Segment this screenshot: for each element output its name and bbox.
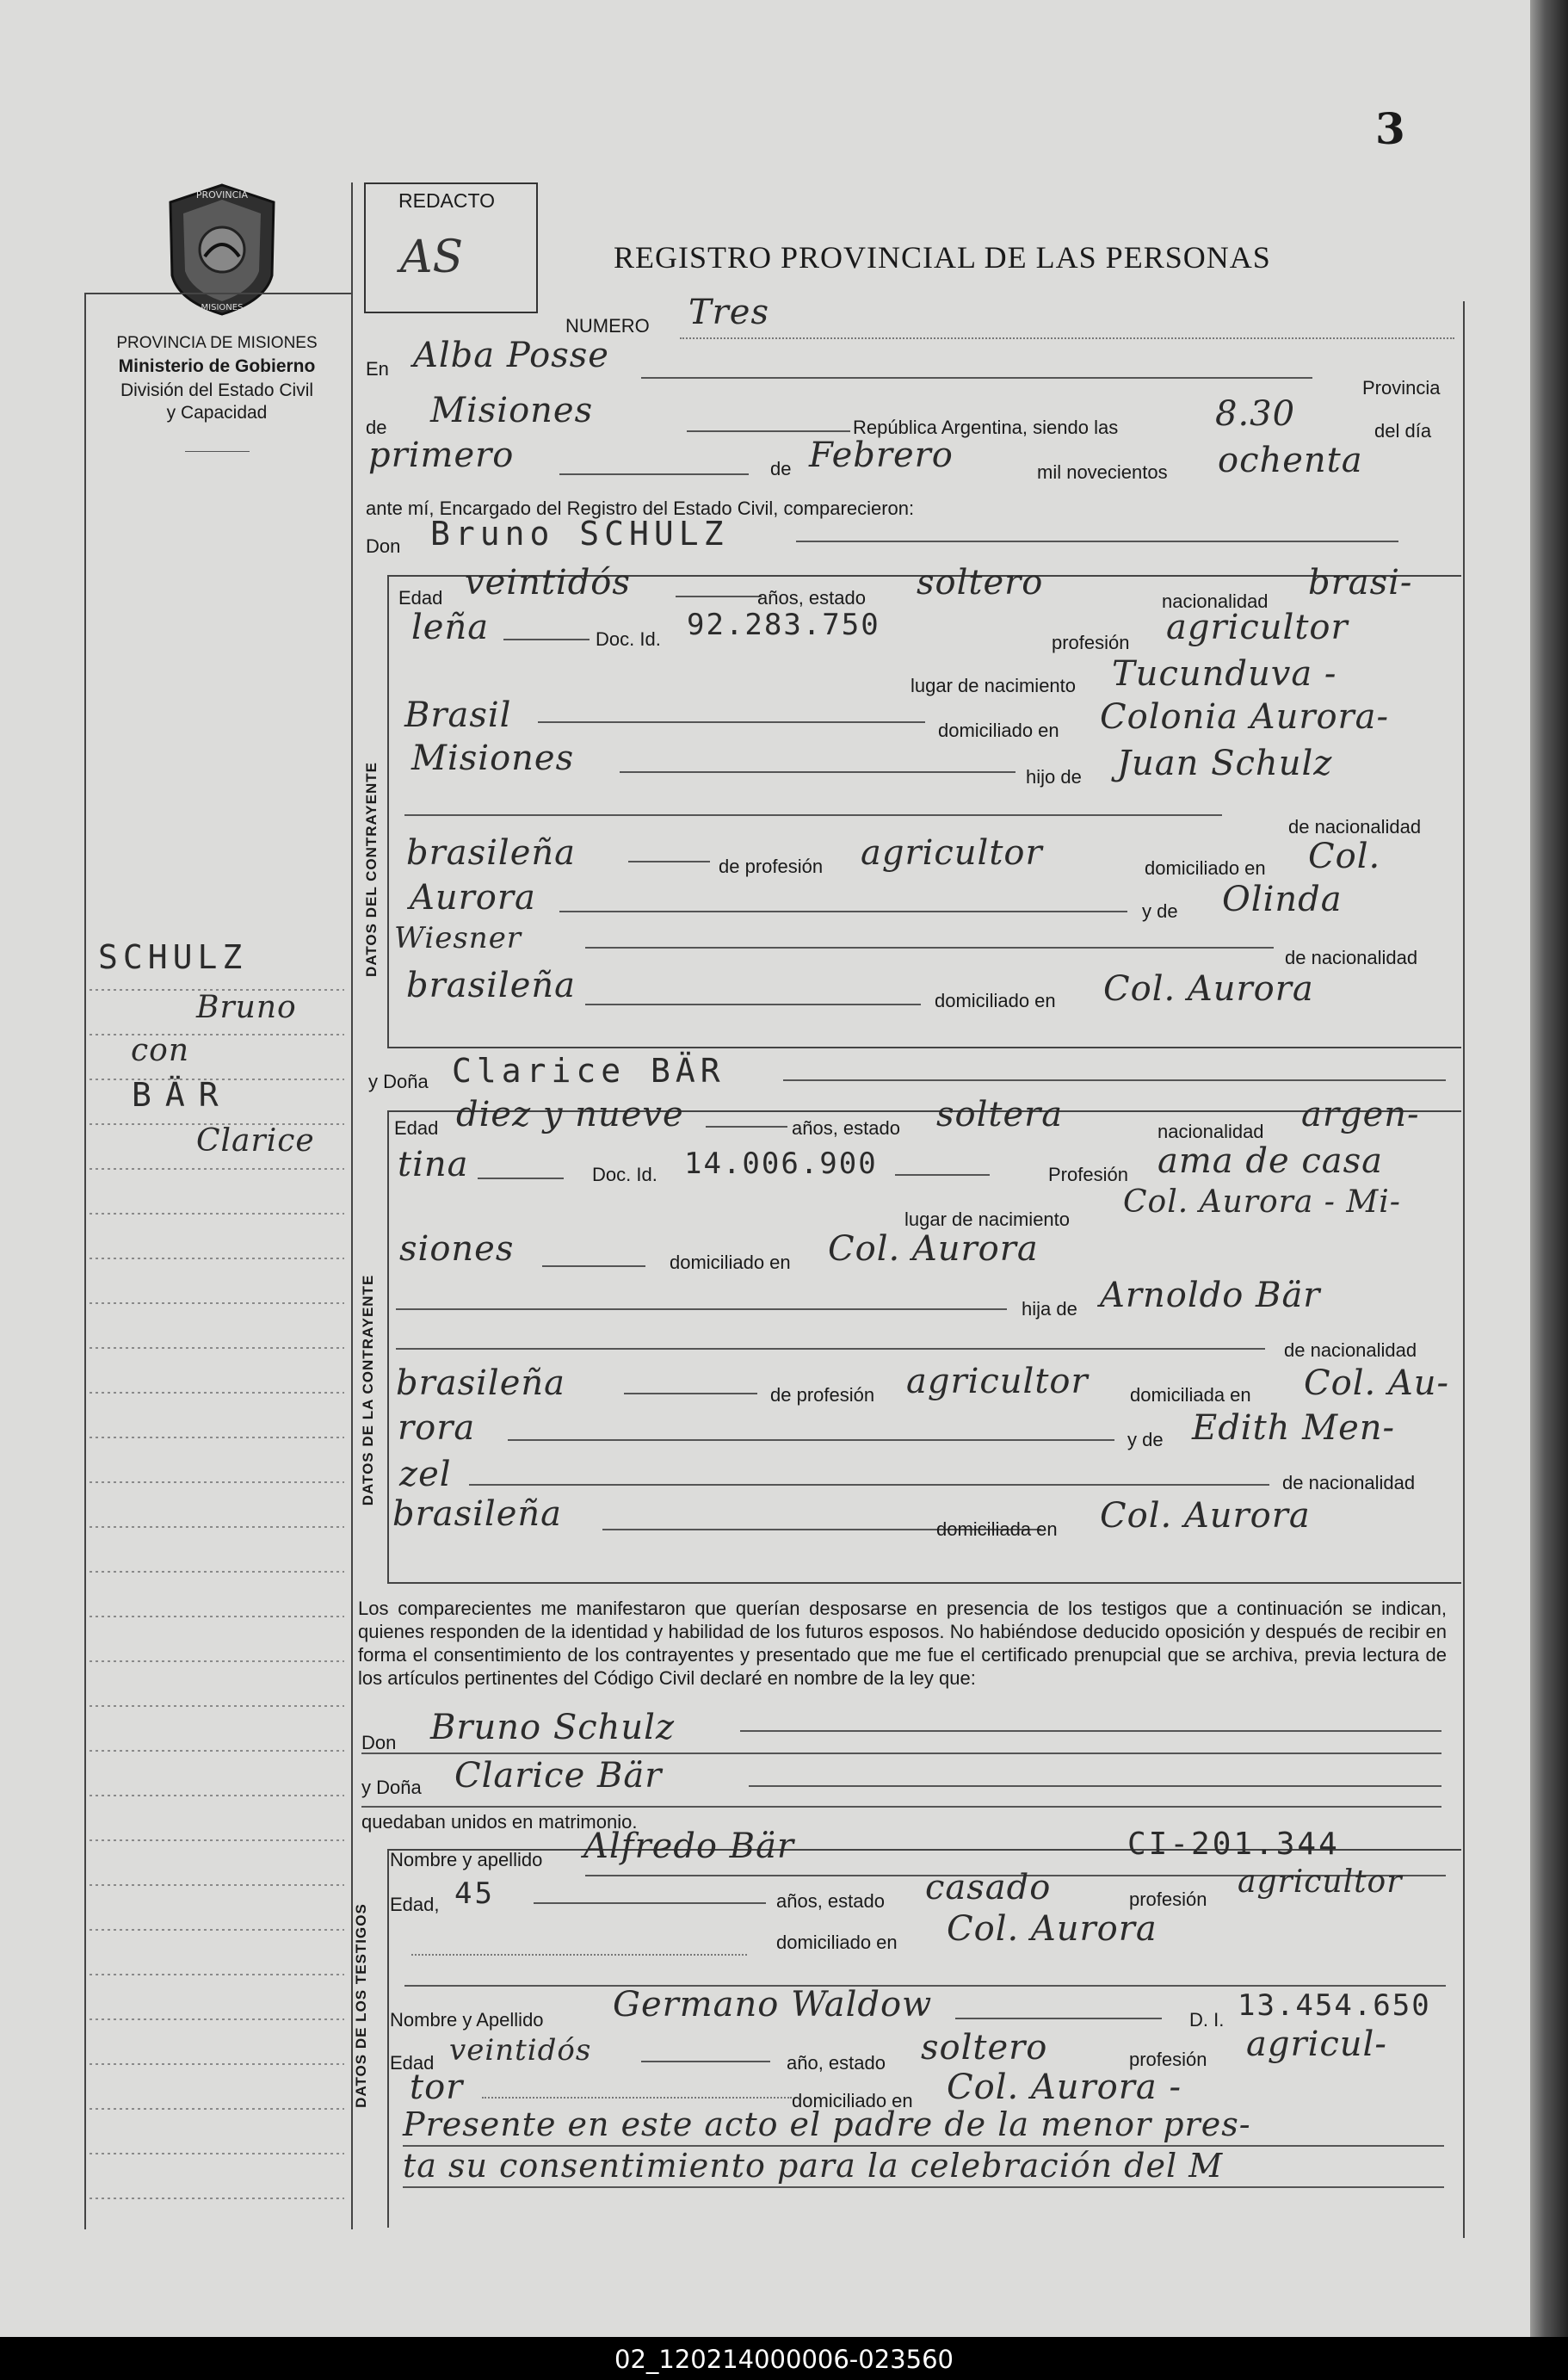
m-domicilio-label: domiciliado en [670, 1252, 791, 1273]
t1-nombre: Alfredo Bär [583, 1827, 795, 1866]
c-doc-label: Doc. Id. [596, 628, 661, 650]
t2-doc: 13.454.650 [1238, 1988, 1431, 2023]
m-profesion-label: Profesión [1048, 1164, 1128, 1185]
m-madre-nac-label: de nacionalidad [1282, 1472, 1416, 1493]
t1-nombre-label: Nombre y apellido [390, 1849, 543, 1870]
m-nacionalidad-label: nacionalidad [1157, 1121, 1264, 1142]
m-hija-label: hija de [1022, 1298, 1077, 1320]
c-nacionalidad-b: leña [411, 608, 490, 647]
seal-top-text: PROVINCIA [195, 189, 249, 201]
m-madre-b: zel [399, 1455, 452, 1494]
c-padre-nac-label: de nacionalidad [1288, 816, 1422, 838]
footer-id: 02_120214000006-023560 [614, 2345, 954, 2374]
c-madre-a: Olinda [1222, 880, 1343, 919]
c-padre-nac: brasileña [406, 833, 576, 873]
hora-value: 8.30 [1215, 394, 1296, 434]
c-madre-nac: brasileña [406, 966, 576, 1005]
m-padre-nac: brasileña [396, 1363, 565, 1403]
c-lugar-label: lugar de nacimiento [911, 675, 1077, 696]
c-domicilio-a: Colonia Aurora- [1100, 697, 1390, 737]
decl-don-label: Don [361, 1732, 397, 1753]
m-profesion: ama de casa [1157, 1141, 1383, 1181]
m-estado-label: años, estado [792, 1117, 900, 1139]
t1-edad-label: Edad, [390, 1894, 440, 1915]
decl-don-value: Bruno Schulz [430, 1708, 676, 1747]
division-label-2: y Capacidad [166, 403, 268, 423]
c-profesion: agricultor [1166, 608, 1349, 647]
margin-note-firstname: Bruno [196, 990, 297, 1025]
c-madre-nac-label: de nacionalidad [1285, 947, 1418, 968]
t2-prof-b: tor [410, 2068, 464, 2107]
c-edad-label: Edad [398, 587, 443, 609]
mil-label: mil novecientos [1037, 461, 1168, 483]
c-nacionalidad-a: brasi- [1308, 563, 1413, 603]
c-domicilio-b: Misiones [411, 739, 575, 778]
c-lugar-b: Brasil [404, 695, 512, 735]
republica-label: República Argentina, siendo las [853, 417, 1119, 438]
t2-dom: Col. Aurora - [947, 2068, 1182, 2107]
t2-edad: veintidós [449, 2033, 592, 2068]
m-nacionalidad-b: tina [398, 1145, 469, 1184]
decl-dona-value: Clarice Bär [454, 1756, 663, 1796]
t2-doc-label: D. I. [1189, 2009, 1225, 2031]
margin-note-surname: SCHULZ [98, 938, 248, 976]
ante-label: ante mí, Encargado del Registro del Estado Civil, comparecieron: [366, 498, 915, 519]
redacto-box [364, 182, 538, 313]
c-padre-dom-label: domiciliado en [1145, 857, 1266, 879]
m-padre-nac-label: de nacionalidad [1284, 1339, 1417, 1361]
c-madre-dom-label: domiciliado en [935, 990, 1056, 1011]
provincia-label: Provincia [1362, 377, 1441, 399]
margin-note-con: con [131, 1033, 190, 1068]
c-doc: 92.283.750 [687, 608, 880, 642]
quedaban-label: quedaban unidos en matrimonio. [361, 1811, 638, 1833]
c-padre-dom-b: Aurora [410, 878, 536, 918]
t1-estado: casado [925, 1868, 1052, 1907]
ministry-label: Ministerio de Gobierno [118, 356, 316, 376]
c-madre-dom: Col. Aurora [1103, 969, 1314, 1009]
t2-edad-label: Edad [390, 2052, 435, 2074]
t1-estado-label: años, estado [776, 1890, 885, 1912]
c-estado-label: años, estado [757, 587, 866, 609]
t1-dom-label: domiciliado en [776, 1932, 898, 1953]
contrayenta-section-label: DATOS DE LA CONTRAYENTE [360, 1274, 376, 1506]
numero-value: Tres [688, 293, 769, 332]
c-padre-prof-label: de profesión [719, 856, 824, 877]
de2-label: de [770, 458, 792, 479]
t2-prof-label: profesión [1129, 2049, 1207, 2070]
m-edad: diez y nueve [456, 1095, 684, 1134]
m-nacionalidad-a: argen- [1301, 1095, 1420, 1134]
del-dia-label: del día [1374, 420, 1432, 442]
anio-value: ochenta [1218, 441, 1363, 480]
m-padre-dom-b: rora [398, 1408, 476, 1448]
t1-prof-label: profesión [1129, 1889, 1207, 1910]
c-edad: veintidós [465, 563, 631, 603]
m-edad-label: Edad [394, 1117, 439, 1139]
c-yde-label: y de [1142, 900, 1178, 922]
division-label: División del Estado Civil [120, 380, 314, 400]
c-domicilio-label: domiciliado en [938, 720, 1059, 741]
contrayente-section-label: DATOS DEL CONTRAYENTE [363, 762, 380, 977]
m-madre-a: Edith Men- [1192, 1408, 1396, 1448]
m-padre: Arnoldo Bär [1100, 1276, 1321, 1315]
t2-estado-label: año, estado [787, 2052, 886, 2074]
de-value: Misiones [430, 391, 594, 430]
en-label: En [366, 358, 389, 380]
t1-edad: 45 [454, 1876, 495, 1911]
contrayente-name: Bruno SCHULZ [430, 515, 729, 553]
m-madre-nac: brasileña [392, 1494, 562, 1534]
m-padre-dom-a: Col. Au- [1304, 1363, 1450, 1403]
dona-label: y Doña [368, 1071, 429, 1092]
m-lugar-b: siones [399, 1229, 515, 1269]
seal-bottom-text: MISIONES [201, 303, 244, 312]
m-lugar-a: Col. Aurora - Mi- [1123, 1184, 1401, 1220]
page-title: REGISTRO PROVINCIAL DE LAS PERSONAS [614, 240, 1271, 275]
t2-nombre-label: Nombre y Apellido [390, 2009, 544, 2031]
numero-label: NUMERO [565, 315, 650, 337]
margin-note-firstname-2: Clarice [196, 1123, 315, 1159]
m-madre-dom: Col. Aurora [1100, 1496, 1311, 1536]
m-domicilio: Col. Aurora [828, 1229, 1039, 1269]
dia-value: primero [368, 436, 515, 475]
margin-note-surname-2: BÄR [132, 1076, 232, 1114]
misiones-seal-icon [162, 181, 282, 318]
c-estado: soltero [917, 563, 1044, 603]
t1-doc: CI-201.344 [1127, 1827, 1340, 1862]
redacto-signature: AS [400, 232, 464, 283]
m-padre-dom-label: domiciliada en [1130, 1384, 1251, 1406]
testigos-section-label: DATOS DE LOS TESTIGOS [353, 1903, 369, 2108]
mes-value: Febrero [809, 436, 954, 475]
margin-ruled-lines [86, 973, 349, 2229]
note-line-1: Presente en este acto el padre de la menor pres- [403, 2105, 1251, 2143]
m-doc: 14.006.900 [684, 1147, 878, 1181]
page-edge [1530, 0, 1568, 2337]
t2-prof-a: agricul- [1246, 2025, 1387, 2064]
c-profesion-label: profesión [1052, 632, 1130, 653]
don-label: Don [366, 535, 401, 557]
t2-estado: soltero [921, 2028, 1048, 2068]
c-nacionalidad-label: nacionalidad [1162, 590, 1269, 612]
t1-prof: agricultor [1238, 1864, 1403, 1900]
t1-dom: Col. Aurora [947, 1909, 1157, 1949]
c-lugar-a: Tucunduva - [1112, 654, 1337, 694]
page-number: 3 [1375, 103, 1405, 154]
en-value: Alba Posse [413, 336, 609, 375]
t2-nombre: Germano Waldow [613, 1985, 933, 2025]
m-madre-dom-label: domiciliada en [936, 1518, 1058, 1540]
m-padre-prof: agricultor [906, 1362, 1089, 1401]
m-estado: soltera [936, 1095, 1064, 1134]
redacto-label: REDACTO [398, 189, 496, 212]
note-line-2: ta su consentimiento para la celebración del M [403, 2147, 1224, 2185]
c-padre: Juan Schulz [1117, 744, 1333, 783]
m-lugar-label: lugar de nacimiento [904, 1209, 1071, 1230]
c-padre-dom-a: Col. [1308, 837, 1381, 876]
c-hijo-label: hijo de [1026, 766, 1082, 788]
contrayenta-name: Clarice BÄR [452, 1052, 725, 1090]
de-label: de [366, 417, 387, 438]
declaration-text: Los comparecientes me manifestaron que querían desposarse en presencia de los testigos que a continuación se indican, quienes responden de la identidad y habilidad de los futuros esposos. No habiéndose deducido oposición y después de recibir en forma el consentimiento de los contrayentes y presentado que me fue el certificado prenupcial que se archiva, previa lectura de los artículos pertinentes del Código Civil declaré en nombre de la ley que: [358, 1598, 1447, 1689]
m-yde-label: y de [1127, 1429, 1164, 1450]
c-padre-prof: agricultor [861, 833, 1043, 873]
m-padre-prof-label: de profesión [770, 1384, 875, 1406]
province-label: PROVINCIA DE MISIONES [116, 334, 318, 352]
m-doc-label: Doc. Id. [592, 1164, 657, 1185]
c-madre-b: Wiesner [394, 921, 522, 955]
decl-dona-label: y Doña [361, 1777, 422, 1798]
t2-dom-label: domiciliado en [792, 2090, 913, 2111]
